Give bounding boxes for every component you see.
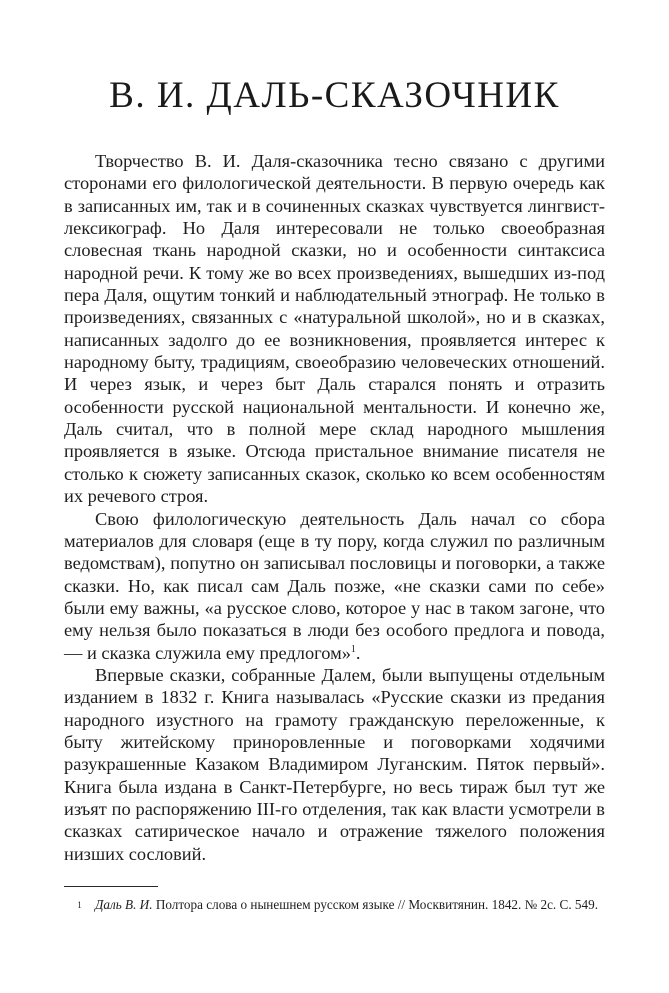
paragraph-end-punctuation: .: [355, 642, 361, 663]
paragraph-text: Свою филологическую деятельность Даль начал со сбора материалов для словаря (еще в ту пору, когда служил по различным ведомствам), попутно он записывал пословицы и поговорки, а также сказки. Но, как писал сам Даль позже, «не сказки сами по себе» были ему важны, «а русское слово, которое у нас в таком загоне, что ему нельзя было показаться в люди без особого предлога и повода, — и сказка служила ему предлогом»: [64, 508, 605, 663]
main-text: [64, 150, 605, 865]
paragraph-3: [64, 664, 605, 865]
footnote-mark: 1: [77, 900, 82, 910]
paragraph-1: [64, 150, 605, 508]
paragraph-2: [64, 508, 605, 664]
footnote-reference[interactable]: 1: [350, 643, 356, 655]
footnote: [64, 896, 605, 914]
footnote-text: Полтора слова о нынешнем русском языке // Москвитянин. 1842. № 2с. С. 549.: [152, 897, 598, 912]
footnote-divider: [64, 886, 158, 887]
paragraph-text: Впервые сказки, собранные Далем, были выпущены отдельным изданием в 1832 г. Книга называлась «Русские сказки из предания народного изустного на грамоту гражданскую переложенные, к быту житейскому приноровленные и поговорками ходячими разукрашенные Казаком Владимиром Луганским. Пяток первый». Книга была издана в Санкт-Петербурге, но весь тираж был тут же изъят по распоряжению III-го отделения, так как власти усмотрели в сказках сатирическое начало и отражение тяжелого положения низших сословий.: [64, 664, 605, 864]
footnote-author: Даль В. И.: [95, 897, 153, 912]
page-title: В. И. ДАЛЬ-СКАЗОЧНИК: [109, 75, 560, 116]
paragraph-text: Творчество В. И. Даля-сказочника тесно связано с другими сторонами его филологической деятельности. В первую очередь как в записанных им, так и в сочиненных сказках чувствуется лингвист-лексикограф. Но Даля интересовали не только своеобразная словесная ткань народной сказки, но и особенности синтаксиса народной речи. К тому же во всех произведениях, вышедших из-под пера Даля, ощутим тонкий и наблюдательный этнограф. Не только в произведениях, связанных с «натуральной школой», но и в сказках, написанных задолго до ее возникновения, проявляется интерес к народному быту, традициям, своеобразию человеческих отношений. И через язык, и через быт Даль старался понять и отразить особенности русской национальной ментальности. И конечно же, Даль считал, что в полной мере склад народного мышления проявляется в языке. Отсюда пристальное внимание писателя не столько к сюжету записанных сказок, сколько ко всем особенностям их речевого строя.: [64, 151, 605, 507]
